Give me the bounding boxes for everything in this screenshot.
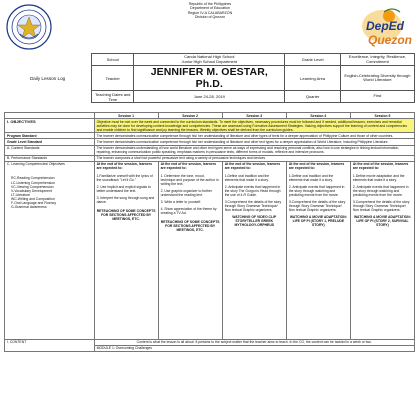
area-label: Learning Area [285,66,341,91]
s1-item-2: 2. Use implicit and explicit signals to better understand the text. [96,184,151,193]
content-text: Content is what the lesson is all about. It pertains to the subject matter that the teacher aims to teach. In the CG, the content can be tackled in a week or two. [94,339,414,345]
content-standards-text: The learner demonstrates understanding of how world literature and other text types serve as ways of expressing and resolving personal conflicts, also how to use strategies in linking textual information, repairing, enhancing communication public speaking, emphasis markers in persuasive texts, different forms of modals, reflexive and intensive pronouns. [94,145,414,155]
content-standards-row [5,145,415,155]
s3-bold-note: WATCHING OF VIDEO CLIP STORYTELLER GREEK MYTHOLOGY-ORPHEUS [232,215,277,228]
dll-title: Daily Lesson Log [29,75,66,81]
s4-item-3: 3.Comprehend the details of the story through Story Grammar Technique/ Non textual Graphic organizers. [288,200,346,213]
s2-item-3: 3. Write a letter to yourself. [160,200,202,204]
session-2-competencies [158,161,222,339]
quarter-label: Quarter [285,91,341,103]
s2-item-4: 4. Show appreciation of the theme by creating a TV Ad. [160,207,217,216]
objectives-text: Objective must be met over the week and connected to the curriculum standards. To meet the objectives, necessary procedures must be followed and if needed, additional lessons, exercises and remedial activities may be done for developing content knowledge and competencies. These are assessed using Formative Assessment Strategies. Valuing objectives support the learning of content and competencies and enable children to find significance and joy learning the lessons. Weekly objectives shall be derived from the curriculum guides. [94,119,414,133]
s5-item-2: 2. Anticipate events that happened in the story through watching and predicting events from the movie. [352,184,409,197]
s2-bold-note: RETEACHING OF SOME CONCEPTS FOR SECTIONS AFFECTED BY MEETINGS, ETC. [160,220,220,233]
code-wc: WC-Writing and Composition [11,196,55,201]
objectives-row [5,119,415,133]
deped-text: DepEd [366,19,405,33]
s5-bold-note: WATCHING A MOVIE ADAPTATION: LIFE OF PI (STORY 2, SURVIVAL STORY) [354,215,411,228]
grade-value: Excellence, Integrity, Resilience, Commitment [340,54,414,66]
code-lc: LC-Listening Comprehension [11,180,55,185]
session-2-header: Session 2 [158,113,222,119]
code-v: V-Vocabulary Development [11,188,52,193]
objectives-label: I. OBJECTIVES [5,119,95,133]
code-f: F-Oral Language and Fluency [11,201,57,205]
grade-label: Grade Level [285,54,341,66]
s1-bold-note: RETEACHING OF SOME CONCEPTS FOR SECTIONS AFFECTED BY MEETINGS, ETC. [96,209,156,222]
module-text: MODULE 1: Overcoming Challenges [94,345,414,351]
program-standard-label: Program Standard [5,133,95,139]
s3-item-1: 1.Define oral tradition and the elements that make it a story. [224,173,270,182]
content-label: I. CONTENT [5,339,95,351]
competencies-cell [5,161,95,339]
s5-item-1: 1.Define movie adaptation and the elements that make it a story. [352,173,405,182]
content-standards-label: A. Content Standards [5,145,95,155]
school-label: School [92,54,134,66]
date-value: June 24-28, 2019 [134,91,285,103]
grade-standard-text: The learner demonstrates communicative competence through his/ her understanding of literature and other text types for a deeper appreciation of World Literature, including Philippine Literature. [94,139,414,145]
grade-standard-label: Grade Level Standard [5,139,95,145]
competencies-row [5,161,415,339]
s3-item-2: 2. Anticipate events that happened in the story The Gorgon's Head through the use of 4-R Guide. [224,184,281,197]
deped-quezon-logo-icon [340,6,412,50]
competencies-label: C. Learning Competencies/ Objectives [7,162,65,167]
s4-item-1: 1.Define oral tradition and the elements that make it a story. [288,173,334,182]
s1-item-1: 1.Familiarize oneself with the lyrics of the soundtrack "Let it Go." [96,173,153,182]
competency-codes [7,176,92,209]
s3-head: At the end of the session, learners are expected to: [224,162,281,171]
deped-seal-icon [6,4,52,50]
header-block [110,2,310,19]
school-value-2: Junior High School Department [181,58,238,64]
session-3-competencies [222,161,286,339]
session-1-header: Session 1 [94,113,158,119]
session-4-competencies [286,161,350,339]
session-3-header: Session 3 [222,113,286,119]
header-line-1: Republic of the Philippines [188,2,232,6]
header-line-3: Region IV-A CALABARZON [187,10,233,15]
code-rc: RC-Reading Comprehension [11,176,55,181]
school-value [134,54,285,66]
code-lt: LT-Literature [11,192,30,197]
teacher-label: Teacher [92,66,134,91]
s2-item-1: 1. Determine the tone, mood, technique and purpose of the author in writing the text. [160,173,219,186]
header-line-2: Department of Education [190,6,230,11]
school-value-1: Canda National High School [184,54,235,60]
s3-item-3: 3.Comprehend the details of the story through Story Grammar Technique/ Non textual Graphic organizers. [224,200,282,213]
performance-standards-text: The learner composes a short but powerful persuasive text using a variety of persuasive techniques and devices [94,155,414,161]
quarter-value: First [340,91,414,103]
lesson-grid [4,112,415,352]
quezon-text: Quezon [368,33,412,47]
s4-head: At the end of the session, learners are expected to: [288,162,345,171]
s5-head: At the end of the session, learners are expected to: [352,162,409,171]
s2-item-2: 2. Use graphic organizer to further understand the reading text. [160,188,213,197]
s1-head: At the end of the session, learners are expected to: [96,162,152,171]
s4-bold-note: WATCHING A MOVIE ADAPTATION: LIFE OF PI (STORY 1, PRELUDE STORY) [289,215,347,228]
session-4-header: Session 4 [286,113,350,119]
area-value: English-Celebrating Diversity through World Literature [340,66,414,91]
s1-item-3: 3. Interpret the song through song and dance. [96,195,155,204]
session-5-header: Session 5 [350,113,414,119]
performance-standards-label: B. Performance Standards [5,155,95,161]
s2-head: At the end of the session, learners are expected to: [160,162,217,171]
date-label: Teaching Dates and Time [92,91,134,103]
session-1-competencies [94,161,158,339]
code-g: G-Grammar Awareness [11,205,47,210]
code-vc: VC-Viewing Comprehension [11,184,54,189]
s4-item-2: 2. Anticipate events that happened in the story through watching and predicting events from the movie. [288,184,345,197]
info-table [4,53,415,103]
teacher-value [134,66,285,91]
header-line-4: Division of Quezon [194,14,226,19]
s5-item-3: 3.Comprehend the details of the story through Story Grammar Technique/ Non textual Graphic organizers. [352,200,410,213]
session-5-competencies [350,161,414,339]
teacher-name: JENNIFER M. OESTAR, Ph.D. [150,66,268,90]
program-standard-text: The learner demonstrates communicative competence through his/ her understanding of literature and other types of texts for a deeper appreciation of Philippine Culture and those of other countries. [94,133,414,139]
